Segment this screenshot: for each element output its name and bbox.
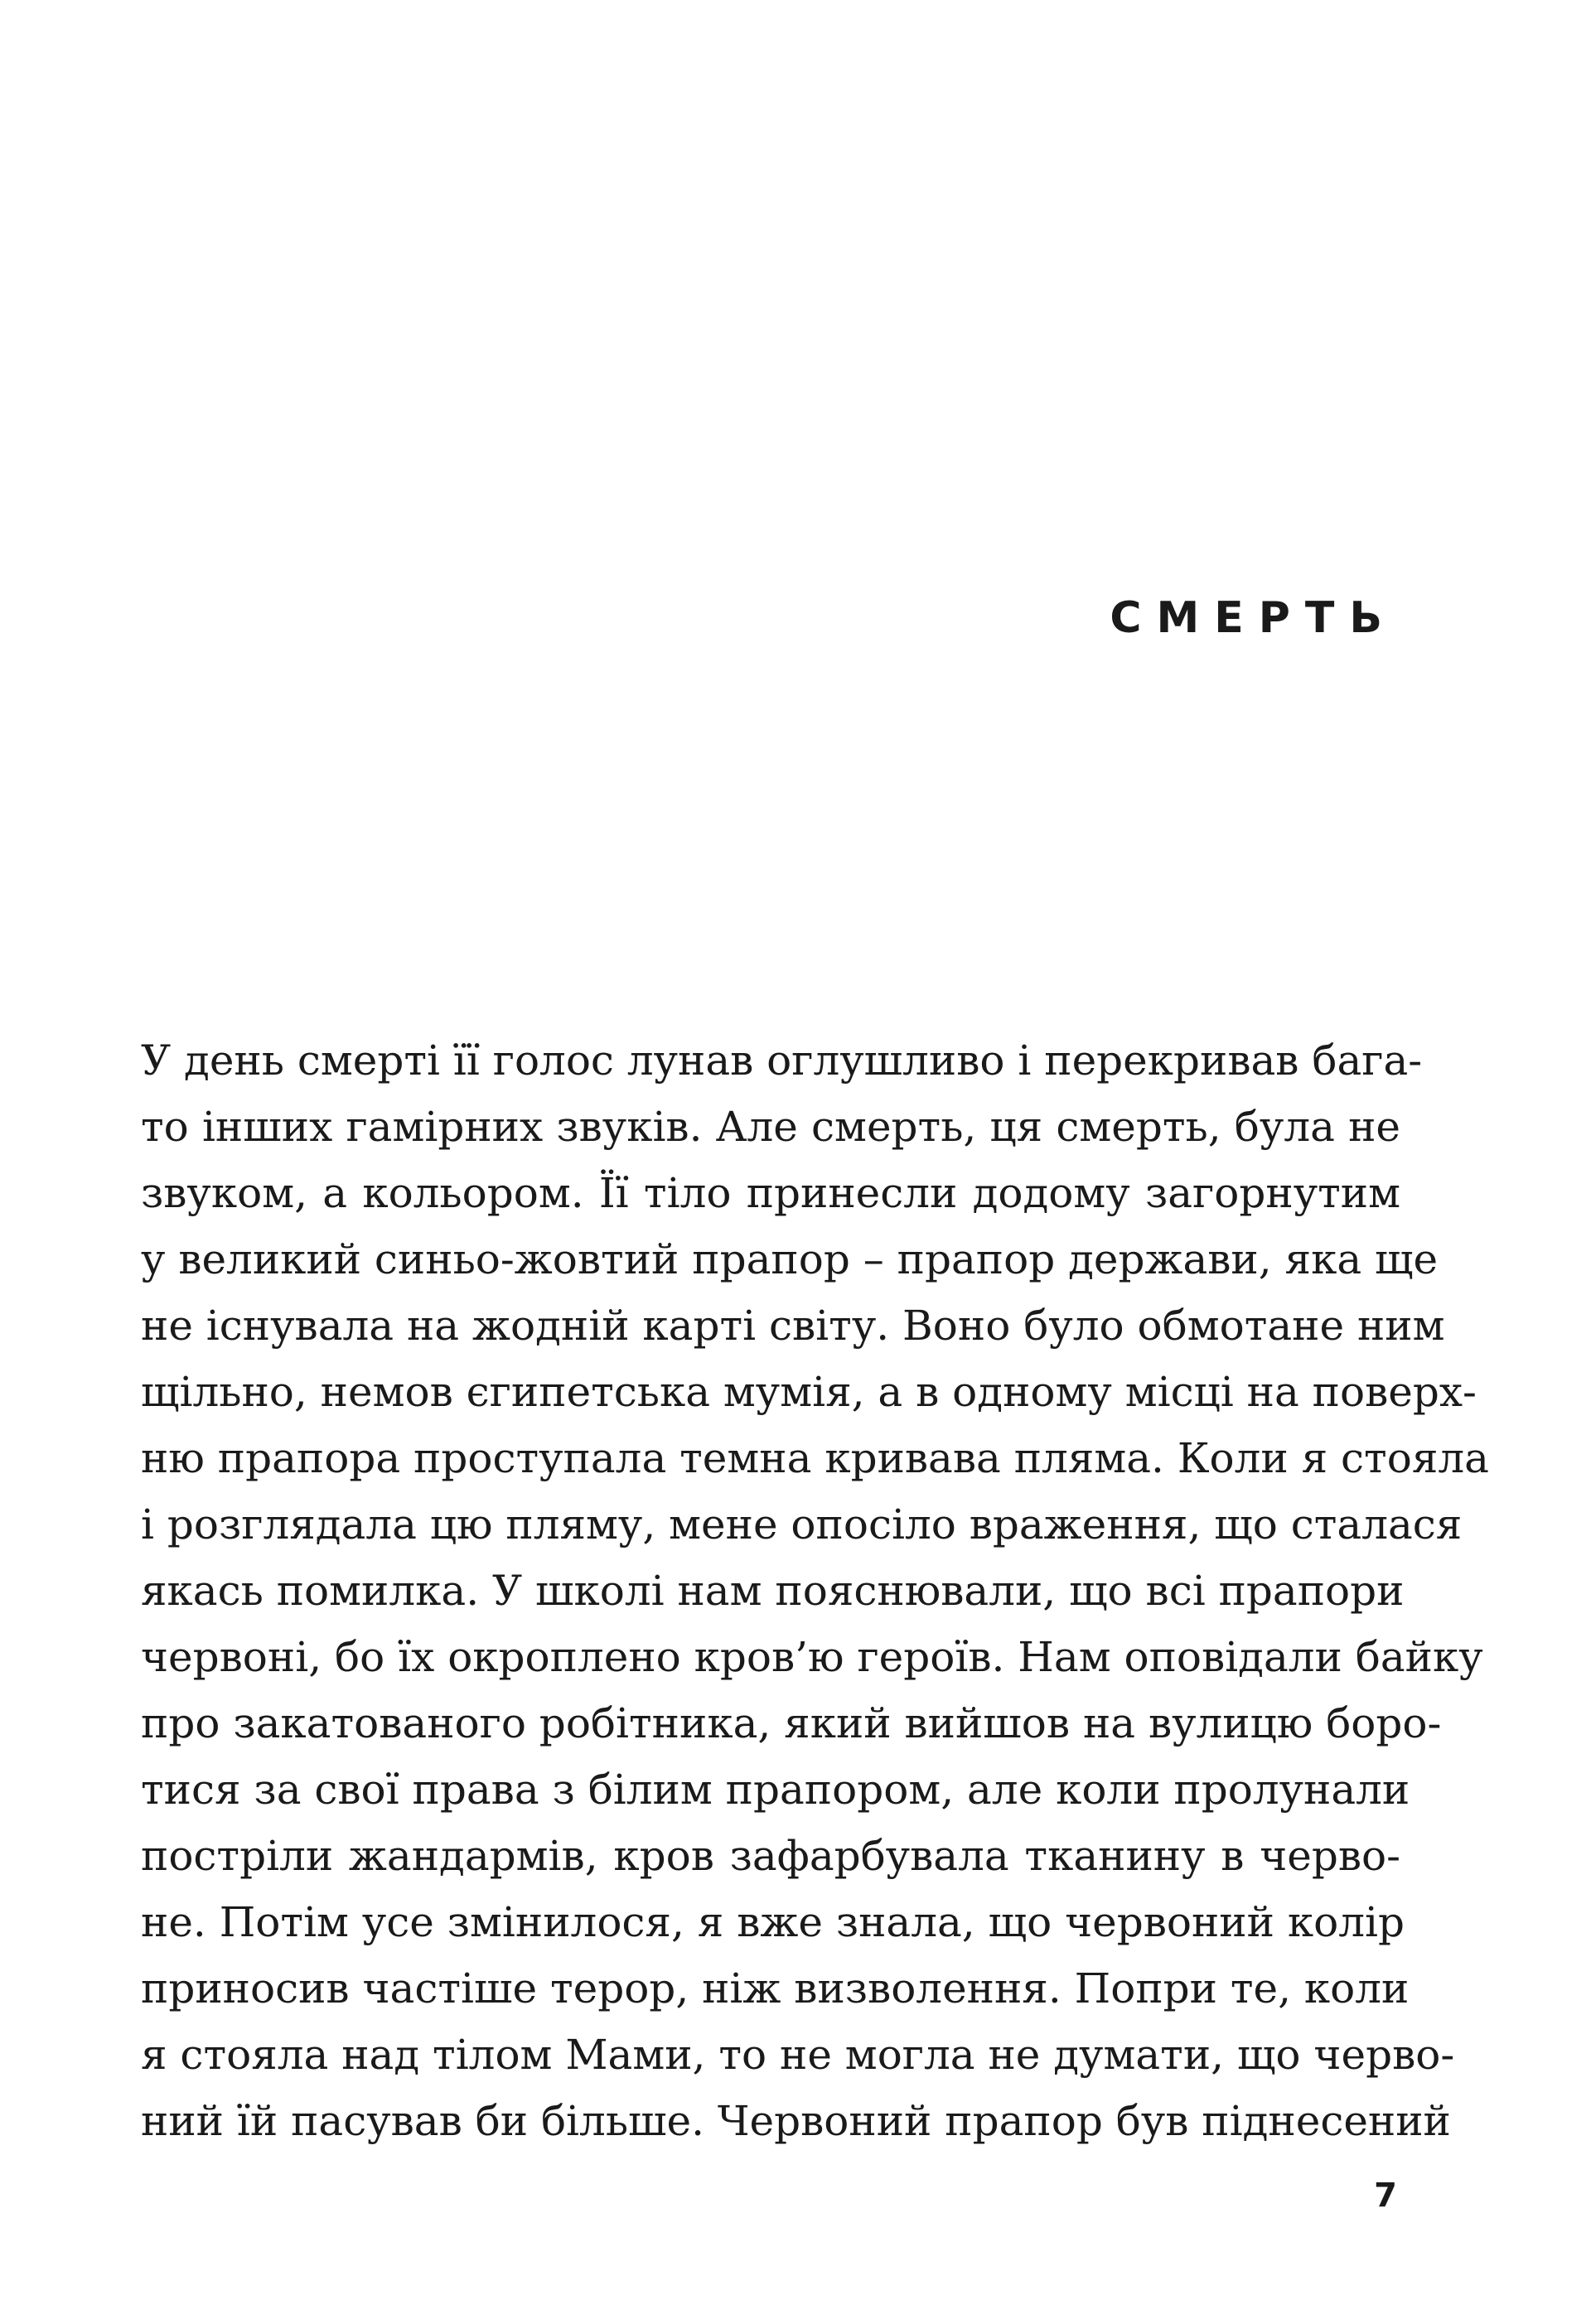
text-line: звуком, а кольором. Її тіло принесли додому загорнутим [141,1169,1400,1217]
text-line: і розглядала цю пляму, мене опосіло враження, що сталася [141,1500,1463,1549]
text-line: ню прапора проступала темна кривава пляма. Коли я стояла [141,1434,1489,1482]
text-line: якась помилка. У школі нам пояснювали, що всі прапори [141,1567,1405,1615]
text-line: ний їй пасував би більше. Червоний прапор був піднесений [141,2097,1451,2145]
text-line: червоні, бо їх окроплено кров’ю героїв. Нам оповідали байку [141,1633,1483,1681]
text-line: не. Потім усе змінилося, я вже знала, що червоний колір [141,1898,1405,1946]
text-line: про закатованого робітника, який вийшов на вулицю боро- [141,1699,1442,1747]
text-line: постріли жандармів, кров зафарбувала тканину в черво- [141,1832,1400,1880]
chapter-title: СМЕРТЬ [1110,593,1397,643]
text-line: то інших гамірних звуків. Але смерть, ця смерть, була не [141,1103,1400,1151]
text-line: я стояла над тілом Мами, то не могла не думати, що черво- [141,2031,1455,2079]
text-line: щільно, немов єгипетська мумія, а в одному місці на поверх- [141,1368,1477,1416]
text-line: У день смерті її голос лунав оглушливо і перекривав бага- [141,1036,1423,1085]
text-line: не існувала на жодній карті світу. Воно було обмотане ним [141,1302,1445,1350]
body-text [141,1027,1489,2154]
text-line: у великий синьо-жовтий прапор – прапор держави, яка ще [141,1235,1439,1283]
text-line: тися за свої права з білим прапором, але коли пролунали [141,1766,1410,1814]
page-number: 7 [1374,2177,1397,2215]
text-line: приносив частіше терор, ніж визволення. Попри те, коли [141,1964,1410,2012]
